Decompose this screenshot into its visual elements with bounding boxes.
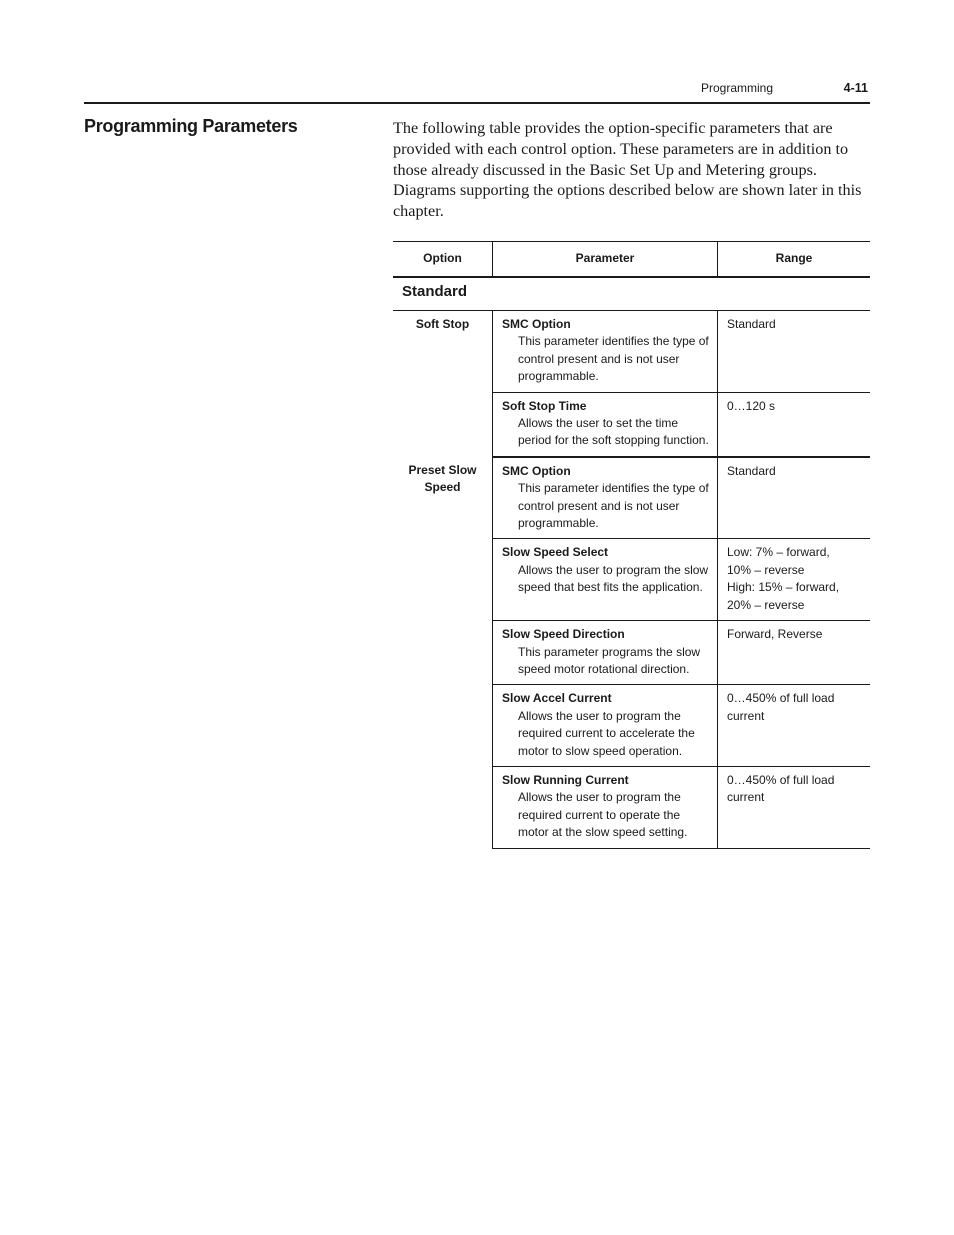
- parameter-description: Allows the user to program the slow speed that best fits the application.: [518, 562, 709, 595]
- option-name-line: Speed: [424, 480, 461, 495]
- table-row: [393, 311, 870, 393]
- range-cell: [718, 621, 871, 685]
- page-number: 4-11: [843, 81, 868, 95]
- header-rule: [84, 102, 870, 104]
- parameter-name: Slow Accel Current: [502, 691, 612, 706]
- range-cell: [718, 392, 871, 457]
- column-header-parameter: Parameter: [493, 242, 718, 278]
- parameter-description: Allows the user to program the required current to accelerate the motor to slow speed operation.: [518, 708, 695, 758]
- range-value: Standard: [727, 317, 776, 331]
- range-value: 20% – reverse: [727, 597, 805, 612]
- option-preset-slow-speed: [393, 457, 493, 848]
- column-header-option: Option: [393, 242, 493, 278]
- range-value: 0…450% of full load current: [727, 691, 835, 723]
- parameter-description: Allows the user to program the required current to operate the motor at the slow speed setting.: [518, 790, 688, 840]
- parameter-cell: [493, 392, 718, 457]
- parameter-name: Slow Speed Direction: [502, 627, 625, 642]
- parameter-cell: [493, 311, 718, 393]
- range-cell: [718, 539, 871, 621]
- intro-paragraph: The following table provides the option-specific parameters that are provided with each control option. These parameters are in addition to those already discussed in the Basic Set Up and Metering groups. Diagrams supporting the options described below are shown later in this chapter.: [393, 119, 862, 221]
- parameter-description: This parameter identifies the type of control present and is not user programmable.: [518, 481, 709, 531]
- table-row: [393, 457, 870, 539]
- table-header-row: [393, 242, 870, 278]
- running-header: [84, 80, 870, 98]
- parameter-name: SMC Option: [502, 463, 571, 478]
- parameter-name: Soft Stop Time: [502, 398, 587, 413]
- range-value: 0…120 s: [727, 398, 776, 413]
- parameter-name: Slow Running Current: [502, 772, 629, 787]
- range-value: 0…450% of full load current: [727, 772, 835, 805]
- group-row: [393, 277, 870, 311]
- range-value: Forward, Reverse: [727, 627, 823, 642]
- parameter-description: This parameter programs the slow speed motor rotational direction.: [518, 644, 701, 676]
- parameter-cell: [493, 621, 718, 685]
- section-heading: Programming Parameters: [84, 116, 298, 136]
- parameter-name: SMC Option: [502, 317, 571, 331]
- parameter-description: Allows the user to set the time period for the soft stopping function.: [518, 416, 709, 448]
- range-value: Low: 7% – forward,: [727, 545, 830, 560]
- parameter-description: This parameter identifies the type of control present and is not user programmable.: [518, 334, 709, 384]
- range-value: High: 15% – forward,: [727, 580, 840, 595]
- parameter-cell: [493, 766, 718, 848]
- parameter-cell: [493, 457, 718, 539]
- range-value: 10% – reverse: [727, 562, 805, 577]
- parameters-table: [393, 241, 870, 849]
- range-cell: [718, 457, 871, 539]
- range-cell: [718, 766, 871, 848]
- range-value: Standard: [727, 463, 776, 478]
- parameter-name: Slow Speed Select: [502, 545, 609, 560]
- running-header-section: Programming: [700, 81, 773, 95]
- parameter-cell: [493, 539, 718, 621]
- option-soft-stop: [393, 311, 493, 457]
- range-cell: [718, 685, 871, 767]
- option-name-line: Preset Slow: [408, 462, 477, 477]
- column-header-range: Range: [718, 242, 871, 278]
- parameter-cell: [493, 685, 718, 767]
- option-name: Soft Stop: [415, 317, 470, 331]
- group-label: Standard: [393, 277, 870, 311]
- range-cell: [718, 311, 871, 393]
